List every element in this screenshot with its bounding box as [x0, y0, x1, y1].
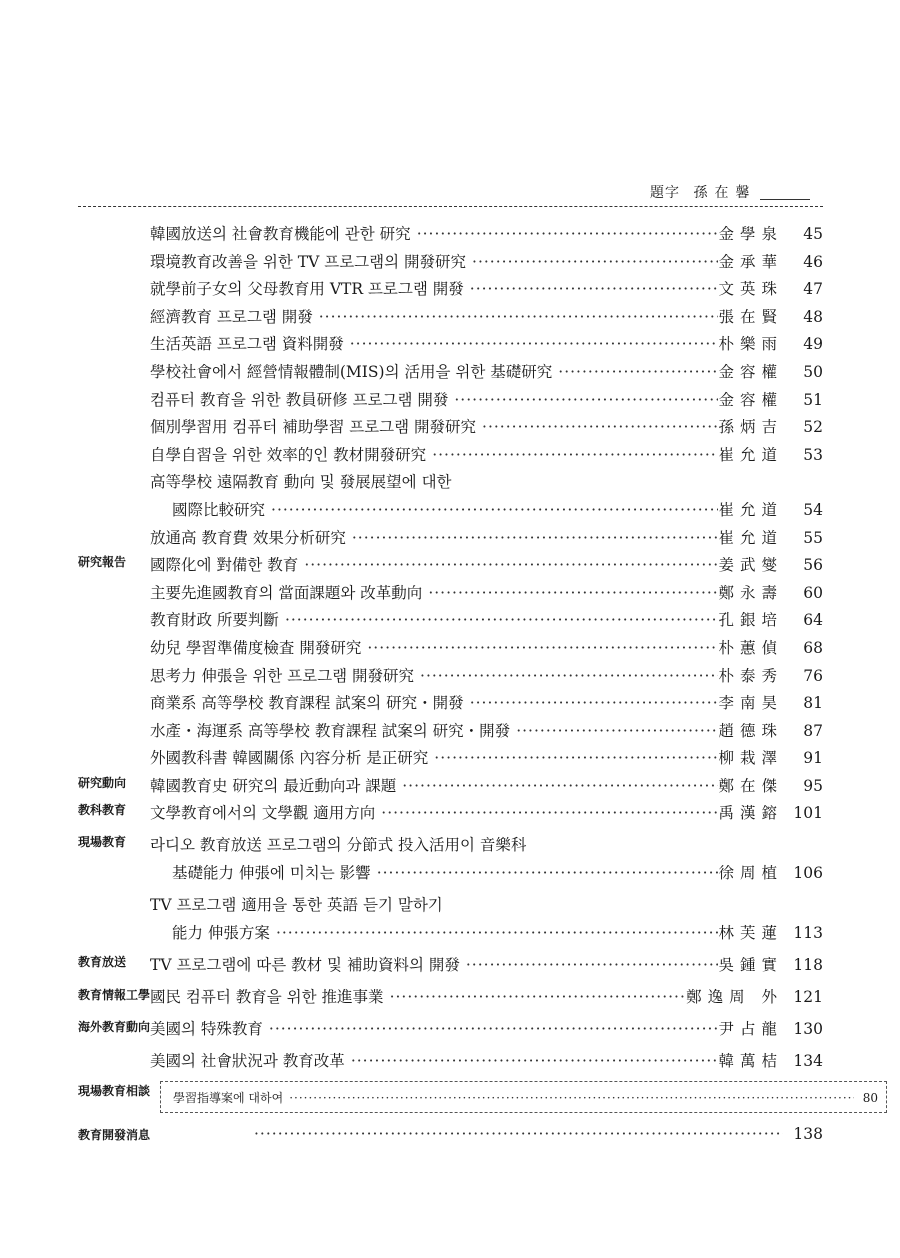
- entry-author: 韓萬桔: [718, 1051, 783, 1070]
- entry-page: 47: [803, 280, 823, 299]
- entry-author: 林芙蓮: [718, 923, 783, 942]
- entry-title: 文學教育에서의 文學觀 適用方向: [150, 804, 376, 823]
- toc-row: [78, 801, 823, 833]
- entry-page: 54: [803, 500, 823, 519]
- toc-row: [78, 985, 823, 1017]
- entry-title: 外國教科書 韓國關係 內容分析 是正研究: [150, 749, 429, 768]
- entry-title: 라디오 教育放送 프로그램의 分節式 投入活用이 音樂科: [150, 836, 527, 855]
- entry-title: 컴퓨터 教育을 위한 教員研修 프로그램 開發: [150, 390, 449, 409]
- entry-title: 環境教育改善을 위한 TV 프로그램의 開發研究: [150, 252, 467, 271]
- header-divider: [78, 206, 823, 207]
- entry-page: 48: [803, 307, 823, 326]
- leader-dots: [351, 1052, 719, 1070]
- entry-page: 50: [803, 362, 823, 381]
- entry-page: 64: [803, 611, 823, 630]
- table-of-contents: [78, 222, 878, 1157]
- title-calligraphy-credit: [650, 182, 756, 202]
- toc-row: [78, 1125, 823, 1157]
- boxed-entry: [160, 1081, 887, 1113]
- entry-page: 81: [803, 694, 823, 713]
- leader-dots: [304, 556, 718, 574]
- entry-page: 118: [793, 955, 823, 974]
- entry-author: 徐周植: [718, 864, 783, 883]
- leader-dots: [352, 529, 719, 547]
- entry-author: 朴蕙偵: [718, 638, 783, 657]
- toc-row: [78, 222, 823, 250]
- entry-page: 101: [793, 804, 823, 823]
- entry-title: 高等學校 遠隔教育 動向 및 發展展望에 대한: [150, 473, 452, 492]
- entry-title: 國際化에 對備한 教育: [150, 556, 299, 575]
- entry-author: 金承華: [718, 252, 783, 271]
- leader-dots: [285, 611, 719, 629]
- entry-title: 教育財政 所要判斷: [150, 611, 279, 630]
- entry-title: 學習指導案에 대하여: [173, 1090, 284, 1105]
- toc-row: [78, 774, 823, 802]
- entry-author: 鄭逸周 外: [686, 987, 783, 1006]
- entry-title: 放通高 教育費 效果分析研究: [150, 528, 346, 547]
- entry-author: 尹占龍: [718, 1019, 783, 1038]
- entry-page: 106: [793, 864, 823, 883]
- entry-page: 91: [803, 749, 823, 768]
- entry-page: 56: [803, 556, 823, 575]
- entry-title: 商業系 高等學校 教育課程 試案의 研究・開發: [150, 694, 464, 713]
- toc-row: [78, 833, 823, 861]
- entry-page: 55: [803, 528, 823, 547]
- leader-dots: [434, 749, 718, 767]
- entry-author: 禹漢鎔: [718, 804, 783, 823]
- toc-row: [78, 526, 823, 554]
- entry-author: 金容權: [718, 362, 783, 381]
- entry-title: 水產・海運系 高等學校 教育課程 試案의 研究・開發: [150, 721, 511, 740]
- leader-dots: [466, 956, 719, 974]
- entry-page: 87: [803, 721, 823, 740]
- leader-dots: [271, 501, 718, 519]
- toc-row: [78, 581, 823, 609]
- toc-row: [78, 443, 823, 471]
- toc-row: [78, 360, 823, 388]
- entry-title: 國際比較研究: [172, 500, 266, 519]
- entry-page: 53: [803, 445, 823, 464]
- entry-title: 學校社會에서 經營情報體制(MIS)의 活用을 위한 基礎研究: [150, 362, 553, 381]
- leader-dots: [367, 639, 718, 657]
- entry-author: 鄭永壽: [718, 583, 783, 602]
- toc-row: [78, 277, 823, 305]
- entry-author: 金容權: [718, 390, 783, 409]
- entry-page: 121: [793, 987, 823, 1006]
- section-label: 教科教育: [78, 803, 127, 818]
- leader-dots: [470, 280, 719, 298]
- toc-row: [78, 953, 823, 985]
- toc-row: [78, 332, 823, 360]
- toc-row: [78, 608, 823, 636]
- toc-row: [78, 250, 823, 278]
- section-label: 海外教育動向: [78, 1019, 151, 1034]
- entry-title: 韓國放送의 社會教育機能에 관한 研究: [150, 225, 411, 243]
- section-label: 教育放送: [78, 954, 127, 969]
- leader-dots: [417, 225, 719, 243]
- entry-page: 52: [803, 418, 823, 437]
- toc-row: [78, 664, 823, 692]
- entry-title: TV 프로그램에 따른 教材 및 補助資料의 開發: [150, 955, 460, 974]
- entry-page: 95: [803, 776, 823, 795]
- entry-title: 主要先進國教育의 當面課題와 改革動向: [150, 583, 423, 602]
- entry-author: 孔銀培: [718, 611, 783, 630]
- entry-author: 朴泰秀: [718, 666, 783, 685]
- entry-title: 思考力 伸張을 위한 프로그램 開發研究: [150, 666, 415, 685]
- entry-author: 柳栽澤: [718, 749, 783, 768]
- toc-row: [78, 1017, 823, 1049]
- entry-author: 金學泉: [718, 225, 783, 243]
- header-rule-right: [760, 199, 810, 200]
- entry-author: 李南昊: [718, 694, 783, 713]
- entry-title: 美國의 特殊教育: [150, 1019, 263, 1038]
- section-label: 教育情報工學: [78, 987, 151, 1002]
- section-label: 現場教育: [78, 835, 127, 850]
- leader-dots: [289, 1091, 854, 1105]
- toc-row: [78, 719, 823, 747]
- leader-dots: [432, 446, 718, 464]
- entry-title: 自學自習을 위한 效率的인 教材開發研究: [150, 445, 427, 464]
- leader-dots: [402, 777, 718, 795]
- leader-dots: [428, 584, 718, 602]
- leader-dots: [319, 308, 719, 326]
- entry-title: 經濟教育 프로그램 開發: [150, 307, 313, 326]
- toc-row: [78, 921, 823, 953]
- leader-dots: [472, 253, 718, 271]
- entry-page: 45: [803, 225, 823, 243]
- toc-row: [78, 498, 823, 526]
- entry-author: 張在賢: [718, 307, 783, 326]
- entry-page: 138: [793, 1124, 823, 1143]
- entry-author: 吳鍾實: [718, 955, 783, 974]
- section-label: 現場教育相談: [78, 1083, 151, 1098]
- entry-title: 美國의 社會狀況과 教育改革: [150, 1051, 345, 1070]
- leader-dots: [377, 864, 719, 882]
- toc-row: [78, 415, 823, 443]
- toc-row: [78, 305, 823, 333]
- entry-title: 個別學習用 컴퓨터 補助學習 프로그램 開發研究: [150, 418, 477, 437]
- leader-dots: [276, 924, 719, 942]
- entry-page: 49: [803, 335, 823, 354]
- entry-page: 134: [793, 1051, 823, 1070]
- section-label: 研究動向: [78, 775, 127, 790]
- leader-dots: [420, 667, 718, 685]
- toc-row: [78, 553, 823, 581]
- toc-row: [78, 691, 823, 719]
- leader-dots: [381, 804, 718, 822]
- entry-author: 崔允道: [718, 528, 783, 547]
- entry-author: 崔允道: [718, 500, 783, 519]
- entry-title: 國民 컴퓨터 教育을 위한 推進事業: [150, 987, 384, 1006]
- entry-author: 鄭在傑: [718, 776, 783, 795]
- leader-dots: [516, 722, 718, 740]
- entry-author: 崔允道: [718, 445, 783, 464]
- entry-title: 幼兒 學習準備度檢査 開發研究: [150, 638, 362, 657]
- toc-row: [78, 1049, 823, 1081]
- entry-title: 基礎能力 伸張에 미치는 影響: [172, 864, 371, 883]
- entry-page: 68: [803, 638, 823, 657]
- entry-title: 就學前子女의 父母教育用 VTR 프로그램 開發: [150, 280, 464, 299]
- entry-author: 姜武燮: [718, 556, 783, 575]
- leader-dots: [558, 363, 718, 381]
- toc-row: [78, 1081, 878, 1125]
- entry-author: 孫炳吉: [718, 418, 783, 437]
- leader-dots: [482, 418, 718, 436]
- toc-row: [78, 861, 823, 893]
- credit-name: 孫在馨: [693, 185, 757, 201]
- toc-row: [78, 636, 823, 664]
- toc-row: [78, 746, 823, 774]
- entry-title: 能力 伸張方案: [172, 923, 270, 942]
- entry-title: 生活英語 프로그램 資料開發: [150, 335, 344, 354]
- entry-author: 趙德珠: [718, 721, 783, 740]
- entry-title: 韓國教育史 研究의 最近動向과 課題: [150, 776, 397, 795]
- toc-row: [78, 470, 823, 498]
- entry-page: 113: [793, 923, 823, 942]
- entry-title: TV 프로그램 適用을 통한 英語 듣기 말하기: [150, 896, 443, 915]
- entry-author: 文英珠: [718, 280, 783, 299]
- entry-page: 80: [862, 1090, 878, 1105]
- leader-dots: [269, 1020, 719, 1038]
- toc-row: [78, 893, 823, 921]
- entry-page: 76: [803, 666, 823, 685]
- leader-dots: [454, 391, 718, 409]
- entry-author: 朴樂雨: [718, 335, 783, 354]
- leader-dots: [470, 694, 719, 712]
- toc-row: [78, 388, 823, 416]
- entry-page: 60: [803, 583, 823, 602]
- entry-page: 46: [803, 252, 823, 271]
- entry-page: 51: [803, 390, 823, 409]
- leader-dots: [350, 335, 719, 353]
- leader-dots: [254, 1125, 783, 1143]
- leader-dots: [390, 988, 687, 1006]
- section-label: 教育開發消息: [78, 1127, 151, 1142]
- credit-label: 題字: [650, 185, 680, 201]
- entry-page: 130: [793, 1019, 823, 1038]
- section-label: 研究報告: [78, 555, 127, 570]
